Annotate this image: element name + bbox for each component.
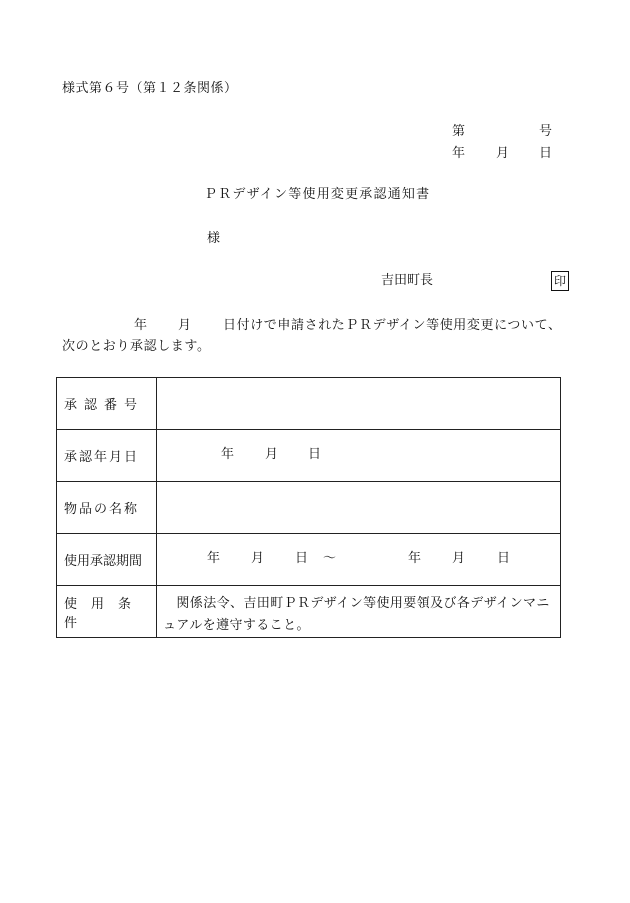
period-tilde: ～ — [323, 551, 337, 566]
period-start-month: 月 — [251, 551, 265, 566]
issue-date-day: 日 — [539, 146, 553, 161]
value-approval-number — [157, 378, 561, 430]
table-row — [57, 378, 561, 430]
period-end-day: 日 — [497, 551, 511, 566]
label-item-name: 物品の名称 — [57, 482, 157, 534]
approval-details-table — [56, 377, 561, 638]
label-usage-period: 使用承認期間 — [57, 534, 157, 586]
sender-name: 吉田町長 — [381, 273, 434, 288]
body-year: 年 — [134, 318, 148, 333]
period-end-year: 年 — [408, 551, 422, 566]
period-start-day: 日 — [295, 551, 309, 566]
table-row — [57, 482, 561, 534]
form-number: 様式第６号（第１２条関係） — [62, 81, 238, 96]
approval-date-year: 年 — [221, 447, 235, 462]
addressee-honorific: 様 — [207, 231, 221, 246]
period-end-month: 月 — [452, 551, 466, 566]
approval-date-month: 月 — [265, 447, 279, 462]
label-usage-conditions: 使用条件 — [57, 586, 157, 638]
period-start-year: 年 — [207, 551, 221, 566]
label-approval-date: 承認年月日 — [57, 430, 157, 482]
body-text: 日付けで申請されたＰＲデザイン等使用変更について、 — [223, 318, 562, 333]
seal-mark: 印 — [551, 271, 569, 291]
doc-number-suffix: 号 — [539, 124, 553, 139]
body-month: 月 — [178, 318, 192, 333]
issue-date-year: 年 — [452, 146, 466, 161]
approval-date-day: 日 — [308, 447, 322, 462]
value-usage-conditions — [157, 586, 561, 638]
table-row — [57, 586, 561, 638]
value-usage-period — [157, 534, 561, 586]
usage-conditions-text: 関係法令、吉田町ＰＲデザイン等使用要領及び各デザインマニュアルを遵守すること。 — [163, 595, 550, 633]
document-title: ＰＲデザイン等使用変更承認通知書 — [204, 187, 431, 202]
body-line-2: 次のとおり承認します。 — [62, 339, 211, 354]
value-approval-date — [157, 430, 561, 482]
value-item-name — [157, 482, 561, 534]
table-row — [57, 534, 561, 586]
doc-number-prefix: 第 — [452, 124, 466, 139]
issue-date-month: 月 — [496, 146, 510, 161]
label-approval-number: 承認番号 — [57, 378, 157, 430]
table-row — [57, 430, 561, 482]
